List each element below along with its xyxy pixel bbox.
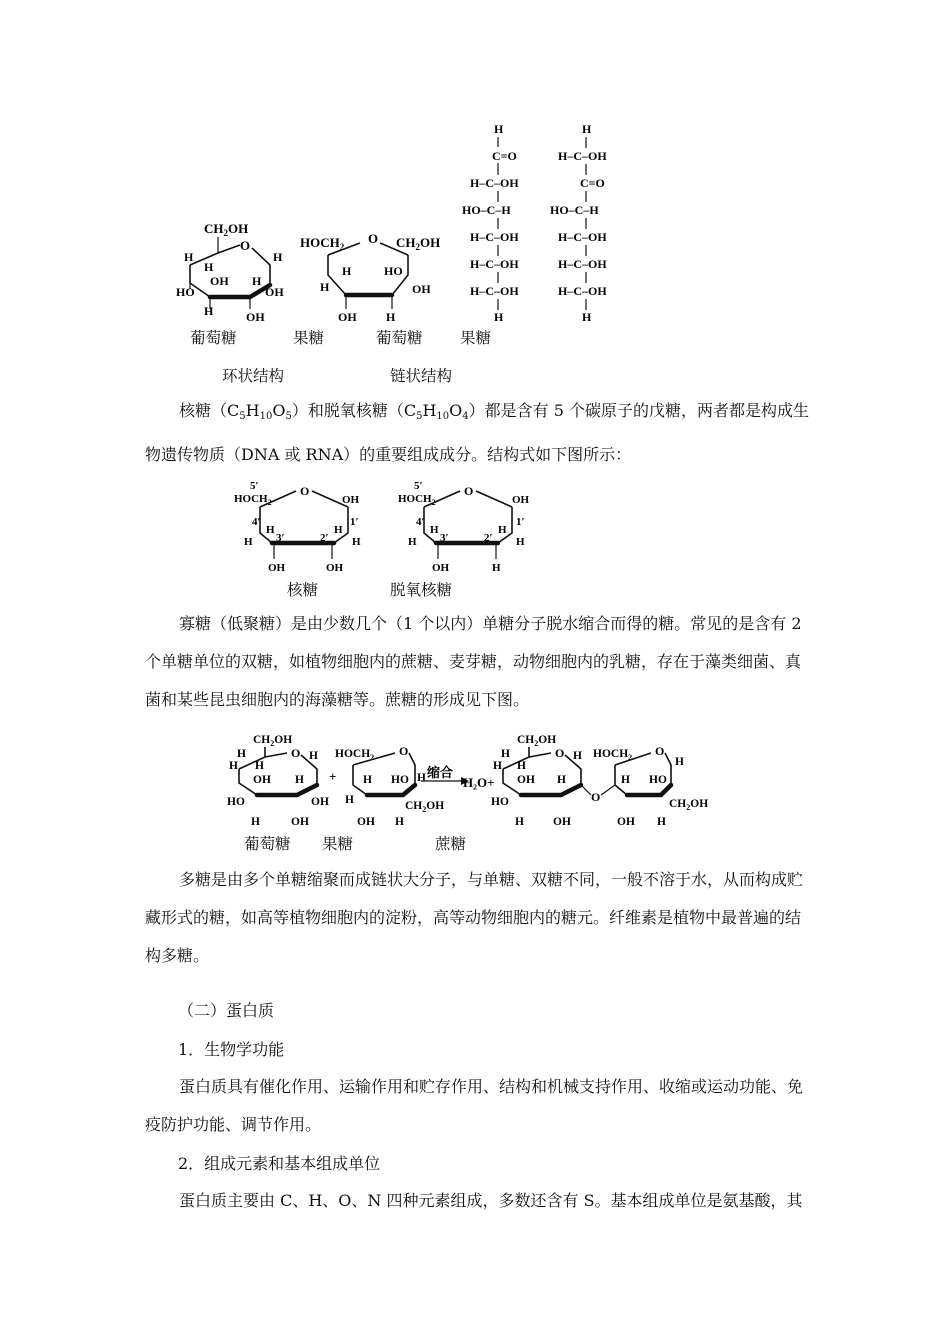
- svg-text:H: H: [573, 750, 582, 762]
- ribose-structure: [234, 480, 361, 574]
- paragraph-protein-composition: 蛋白质主要由 C、H、O、N 四种元素组成，多数还含有 S。基本组成单位是氨基酸，其: [179, 1191, 803, 1210]
- svg-text:2′: 2′: [320, 532, 329, 544]
- paragraph-oligosaccharide: 寡糖（低聚糖）是由少数几个（1 个以内）单糖分子脱水缩合而得的糖。常见的是含有 2 个单糖单位的双糖，如植物细胞内的蔗糖、麦芽糖，动物细胞内的乳糖，存在于藻类细菌、真菌和某些昆虫细胞内的海藻糖等。蔗糖的形成见下图。: [145, 614, 802, 709]
- paragraph-pentose: 核糖$(C_5H_{10}O_5)$和脱氧核糖$(C_5H_{10}O_4)$都是含有 5 个碳原子的戊糖，两者都是构成生物遗传物质（DNA 或 RNA）的重要组成成分。结构式如下图所示：: [145, 401, 809, 464]
- svg-text:HO–C–H: HO–C–H: [462, 203, 511, 217]
- svg-text:HO–C–H: HO–C–H: [550, 203, 599, 217]
- svg-text:H: H: [494, 122, 504, 136]
- svg-text:HO: HO: [391, 774, 409, 786]
- svg-text:3′: 3′: [276, 532, 285, 544]
- svg-text:O: O: [464, 484, 474, 498]
- svg-text:O: O: [300, 484, 310, 498]
- svg-text:OH: OH: [432, 562, 450, 574]
- svg-text:H: H: [352, 536, 361, 548]
- svg-text:OH: OH: [342, 494, 360, 506]
- section-heading-protein: （二）蛋白质: [178, 1001, 275, 1020]
- glucose-ring-structure: [176, 221, 284, 324]
- svg-text:CH2OH: $CH_2OH$: [396, 235, 441, 252]
- caption-sucrose: 蔗糖: [435, 835, 467, 853]
- svg-text:OH: OH: [357, 816, 375, 828]
- svg-text:1′: 1′: [350, 516, 359, 528]
- svg-text:H: H: [417, 772, 426, 784]
- svg-text:OH: OH: [412, 282, 431, 296]
- svg-text:H–C–OH: H–C–OH: [470, 257, 519, 271]
- svg-text:O: O: [655, 744, 665, 758]
- caption-deoxyribose: 脱氧核糖: [390, 581, 453, 599]
- svg-text:1′: 1′: [516, 516, 525, 528]
- svg-text:H: H: [334, 524, 343, 536]
- svg-text:H: H: [237, 748, 246, 760]
- svg-text:H: H: [493, 760, 502, 772]
- svg-text:HOCH2: $HOCH_2$: [335, 748, 375, 762]
- caption-chain-structure: 链状结构: [390, 367, 453, 385]
- svg-text:H: H: [229, 760, 238, 772]
- svg-text:缩合: 缩合: [427, 765, 454, 780]
- svg-text:HO: HO: [176, 285, 195, 299]
- figure-sugar-structures: [170, 115, 650, 330]
- svg-text:H: H: [266, 524, 275, 536]
- svg-text:H: H: [386, 310, 396, 324]
- svg-text:H: H: [557, 774, 566, 786]
- svg-text:H: H: [273, 250, 283, 264]
- svg-text:OH: OH: [246, 310, 265, 324]
- svg-text:OH: OH: [512, 494, 530, 506]
- item-biological-function: 1．生物学功能: [178, 1040, 285, 1059]
- svg-text:O: O: [240, 238, 251, 253]
- figure-sucrose-formation: [225, 725, 725, 835]
- svg-text:HOCH2: $HOCH_2$: [234, 493, 272, 507]
- condensation-arrow: [421, 765, 469, 785]
- svg-text:CH2OH: $CH_2OH$: [517, 734, 557, 748]
- svg-text:H: H: [621, 774, 630, 786]
- svg-text:OH: OH: [326, 562, 344, 574]
- svg-text:O: O: [591, 790, 601, 804]
- svg-text:H–C–OH: H–C–OH: [470, 284, 519, 298]
- caption-glucose-ring: 葡萄糖: [190, 329, 237, 347]
- svg-text:H: H: [582, 122, 592, 136]
- svg-text:H: H: [244, 536, 253, 548]
- svg-text:O: O: [368, 231, 379, 246]
- svg-text:OH: OH: [553, 816, 571, 828]
- svg-text:H: H: [517, 760, 526, 772]
- svg-text:5′: 5′: [414, 480, 423, 492]
- svg-text:OH: OH: [265, 285, 284, 299]
- svg-text:HOCH2: $HOCH_2$: [398, 493, 436, 507]
- svg-text:H: H: [675, 756, 684, 768]
- caption-glucose-chain: 葡萄糖: [376, 329, 423, 347]
- svg-text:O: O: [555, 746, 565, 760]
- svg-text:OH: OH: [268, 562, 286, 574]
- sucrose-molecule: [491, 734, 708, 828]
- svg-text:HOCH2: $HOCH_2$: [593, 748, 633, 762]
- svg-text:H: H: [309, 750, 318, 762]
- svg-text:H–C–OH: H–C–OH: [558, 230, 607, 244]
- svg-text:H: H: [320, 280, 330, 294]
- svg-text:H: H: [430, 524, 439, 536]
- svg-text:OH: OH: [617, 816, 635, 828]
- svg-text:H: H: [295, 774, 304, 786]
- svg-text:H: H: [204, 260, 214, 274]
- svg-text:3′: 3′: [440, 532, 449, 544]
- svg-text:H: H: [498, 524, 507, 536]
- svg-text:O: O: [291, 746, 301, 760]
- svg-text:H: H: [363, 774, 372, 786]
- svg-text:2′: 2′: [484, 532, 493, 544]
- svg-text:H: H: [342, 264, 352, 278]
- svg-text:C=O: C=O: [492, 149, 517, 163]
- svg-text:H–C–OH: H–C–OH: [558, 149, 607, 163]
- svg-text:H: H: [492, 562, 501, 574]
- svg-text:CH2OH: $CH_2OH$: [405, 800, 445, 814]
- fructose-ring-structure: [300, 231, 440, 324]
- svg-text:H: H: [494, 310, 504, 324]
- caption-fructose-chain: 果糖: [460, 329, 492, 347]
- fructose-chain-structure: [550, 122, 607, 324]
- svg-text:4′: 4′: [252, 516, 261, 528]
- caption-fructose: 果糖: [322, 835, 354, 853]
- glucose-molecule: [227, 734, 329, 828]
- glucose-chain-structure: [462, 122, 519, 324]
- svg-text:H: H: [501, 748, 510, 760]
- svg-text:H: H: [252, 274, 262, 288]
- svg-text:H: H: [395, 816, 404, 828]
- paragraph-protein-function: 蛋白质具有催化作用、运输作用和贮存作用、结构和机械支持作用、收缩或运动功能、免疫防护功能、调节作用。: [145, 1077, 804, 1134]
- paragraph-polysaccharide: 多糖是由多个单糖缩聚而成链状大分子，与单糖、双糖不同，一般不溶于水，从而构成贮藏形式的糖，如高等植物细胞内的淀粉，高等动物细胞内的糖元。纤维素是植物中最普遍的结构多糖。: [145, 870, 804, 965]
- water-label: H₂O+: [463, 775, 495, 790]
- svg-text:H–C–OH: H–C–OH: [470, 230, 519, 244]
- svg-text:OH: OH: [291, 816, 309, 828]
- svg-text:H: H: [204, 304, 214, 318]
- svg-text:HO: HO: [227, 796, 245, 808]
- svg-text:H: H: [657, 816, 666, 828]
- svg-text:HO: HO: [649, 774, 667, 786]
- svg-text:HOCH2: $HOCH_2$: [300, 235, 345, 252]
- caption-ring-structure: 环状结构: [222, 367, 285, 385]
- svg-text:OH: OH: [210, 274, 229, 288]
- svg-text:4′: 4′: [416, 516, 425, 528]
- svg-text:HO: HO: [491, 796, 509, 808]
- svg-text:CH2OH: $CH_2OH$: [204, 221, 249, 238]
- svg-text:OH: OH: [253, 774, 271, 786]
- svg-text:H: H: [515, 816, 524, 828]
- deoxyribose-structure: [398, 480, 530, 574]
- svg-text:HO: HO: [384, 264, 403, 278]
- caption-ribose: 核糖: [287, 581, 319, 599]
- svg-text:H: H: [251, 816, 260, 828]
- svg-text:H: H: [516, 536, 525, 548]
- svg-text:H: H: [582, 310, 592, 324]
- label-5prime: 5′: [250, 480, 259, 492]
- svg-text:OH: OH: [517, 774, 535, 786]
- svg-text:H: H: [345, 794, 354, 806]
- svg-text:H–C–OH: H–C–OH: [470, 176, 519, 190]
- figure-ribose-deoxyribose: [230, 475, 550, 580]
- svg-text:H–C–OH: H–C–OH: [558, 284, 607, 298]
- item-composition: 2．组成元素和基本组成单位: [178, 1154, 381, 1173]
- svg-text:H–C–OH: H–C–OH: [558, 257, 607, 271]
- plus-sign: +: [329, 769, 337, 784]
- svg-text:CH2OH: $CH_2OH$: [669, 798, 709, 812]
- caption-fructose-ring: 果糖: [293, 329, 325, 347]
- fructose-molecule: [335, 744, 444, 828]
- caption-glucose: 葡萄糖: [244, 835, 291, 853]
- svg-text:H: H: [184, 250, 194, 264]
- svg-text:OH: OH: [338, 310, 357, 324]
- svg-text:O: O: [399, 744, 409, 758]
- svg-text:C=O: C=O: [580, 176, 605, 190]
- svg-text:OH: OH: [311, 796, 329, 808]
- svg-text:CH2OH: $CH_2OH$: [253, 734, 293, 748]
- svg-text:H: H: [255, 760, 264, 772]
- svg-text:H: H: [408, 536, 417, 548]
